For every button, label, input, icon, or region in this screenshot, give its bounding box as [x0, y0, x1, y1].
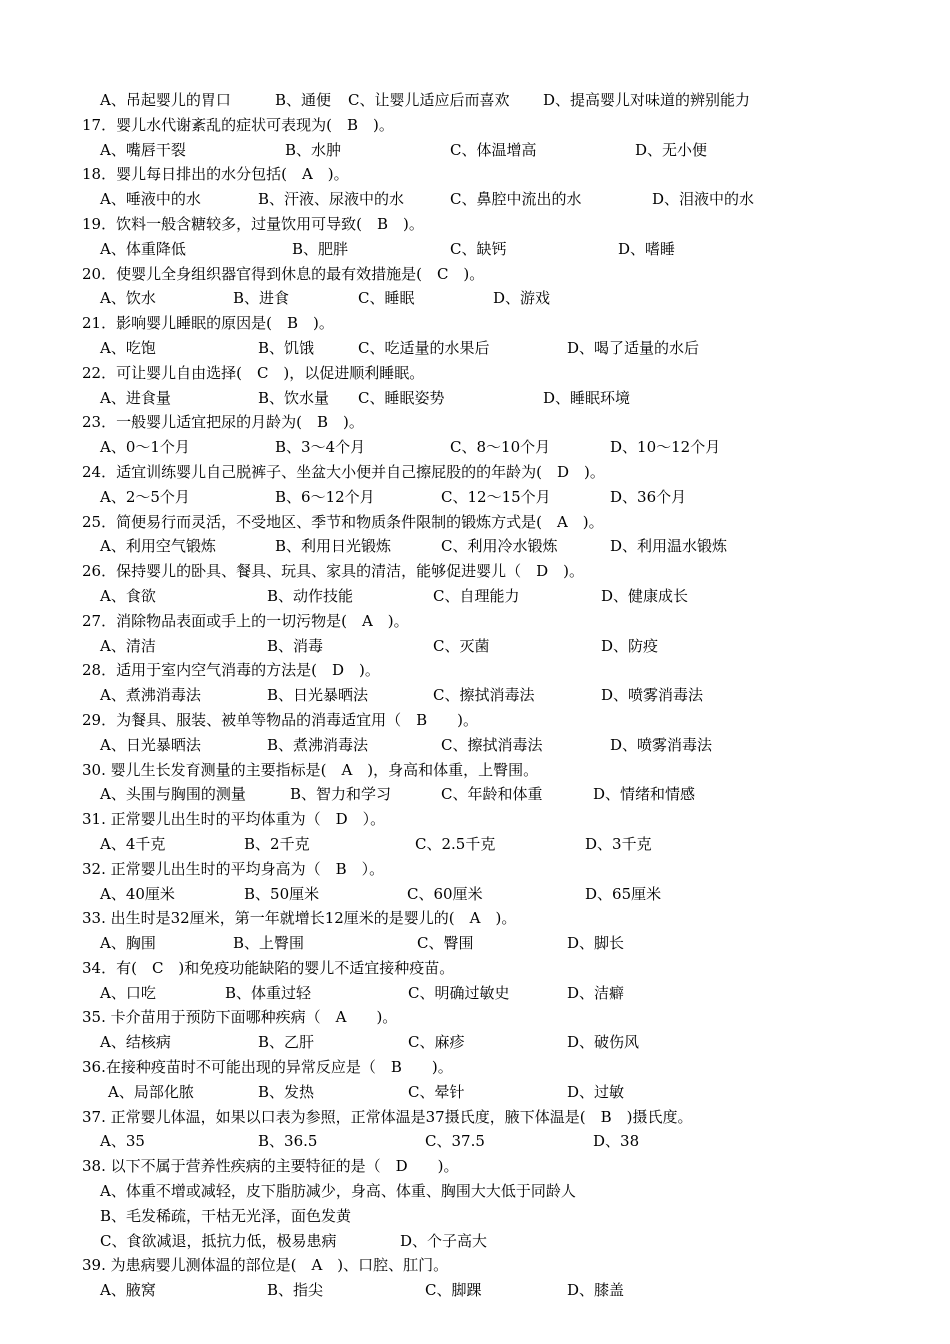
answer-option: C、鼻腔中流出的水: [450, 190, 582, 209]
answer-option: A、4千克: [100, 834, 166, 853]
answer-option: B、乙肝: [258, 1033, 315, 1052]
options-line: [0, 1229, 950, 1254]
answer-option: D、健康成长: [601, 586, 689, 605]
options-line: [0, 1030, 950, 1055]
answer-option: A、利用空气锻炼: [100, 537, 216, 556]
answer-option: B、煮沸消毒法: [267, 735, 369, 754]
answer-option: B、肥胖: [292, 239, 349, 258]
answer-option: A、头围与胸围的测量: [100, 785, 246, 804]
options-line: [0, 485, 950, 510]
answer-option: D、无小便: [635, 140, 708, 159]
question-line: 30. 婴儿生长发育测量的主要指标是( A )，身高和体重，上臀围。: [82, 760, 539, 779]
answer-option: C、睡眠: [358, 289, 415, 308]
answer-option: B、2千克: [244, 834, 310, 853]
options-line: [0, 336, 950, 361]
options-line: [0, 882, 950, 907]
options-line: [0, 683, 950, 708]
question-line: 29．为餐具、服装、被单等物品的消毒适宜用（ B )。: [82, 710, 478, 729]
answer-option: C、晕针: [408, 1082, 465, 1101]
answer-option: A、煮沸消毒法: [100, 686, 201, 705]
answer-option: D、睡眠环境: [543, 388, 631, 407]
answer-option: C、睡眠姿势: [358, 388, 445, 407]
answer-option: A、食欲: [100, 586, 156, 605]
answer-option: B、饥饿: [258, 338, 315, 357]
answer-option: D、个子高大: [400, 1231, 488, 1250]
answer-option: D、膝盖: [567, 1281, 625, 1300]
answer-option: B、通便: [275, 91, 332, 109]
question-line: 23．一般婴儿适宜把尿的月龄为( B )。: [82, 413, 364, 432]
question-line: 31. 正常婴儿出生时的平均体重为（ D ）。: [82, 810, 386, 829]
answer-option: B、智力和学习: [290, 785, 392, 804]
question-line: 28．适用于室内空气消毒的方法是( D )。: [82, 661, 380, 680]
answer-option: B、50厘米: [244, 884, 320, 903]
question-line: 26．保持婴儿的卧具、餐具、玩具、家具的清洁，能够促进婴儿（ D )。: [82, 562, 584, 581]
options-line: [0, 1278, 950, 1303]
options-line: [0, 931, 950, 956]
answer-option: D、利用温水锻炼: [610, 537, 728, 556]
answer-option: C、擦拭消毒法: [441, 735, 543, 754]
answer-option: D、泪液中的水: [652, 190, 755, 209]
answer-option: A、40厘米: [100, 884, 175, 903]
options-line: [0, 832, 950, 857]
answer-option: A、0～1个月: [100, 438, 190, 457]
answer-option: C、臀围: [417, 934, 474, 953]
answer-option: C、明确过敏史: [408, 983, 510, 1002]
options-line: [0, 782, 950, 807]
question-line: 24．适宜训练婴儿自己脱裤子、坐盆大小便并自己擦屁股的的年龄为( D )。: [82, 462, 605, 481]
answer-option: D、游戏: [493, 289, 551, 308]
answer-option: C、吃适量的水果后: [358, 338, 490, 357]
answer-option: A、吊起婴儿的胃口: [100, 91, 231, 109]
answer-option: B、指尖: [267, 1281, 324, 1300]
answer-option: A、嘴唇干裂: [100, 140, 186, 159]
answer-option: C、12～15个月: [441, 487, 551, 506]
answer-option: B、体重过轻: [225, 983, 312, 1002]
question-line: 25．简便易行而灵活，不受地区、季节和物质条件限制的锻炼方式是( A )。: [82, 512, 604, 531]
answer-option: C、缺钙: [450, 239, 507, 258]
answer-option: D、提高婴儿对味道的辨别能力: [543, 91, 751, 109]
options-line: [0, 1179, 950, 1204]
answer-option: A、2～5个月: [100, 487, 190, 506]
answer-option: B、6～12个月: [275, 487, 375, 506]
answer-option: D、防疫: [601, 636, 659, 655]
answer-option: C、让婴儿适应后而喜欢: [348, 91, 510, 109]
answer-option: A、体重不增或减轻，皮下脂肪减少，身高、体重、胸围大大低于同龄人: [100, 1182, 576, 1201]
options-line: [0, 584, 950, 609]
options-line: [0, 534, 950, 559]
options-line: [0, 981, 950, 1006]
answer-option: D、嗜睡: [618, 239, 676, 258]
options-line: [0, 237, 950, 262]
answer-option: C、体温增高: [450, 140, 537, 159]
question-line: 19．饮料一般含糖较多，过量饮用可导致( B )。: [82, 214, 424, 233]
question-line: 35. 卡介苗用于预防下面哪种疾病（ A )。: [82, 1008, 398, 1027]
options-line: [0, 286, 950, 311]
answer-option: A、清洁: [100, 636, 156, 655]
answer-option: C、麻疹: [408, 1033, 465, 1052]
question-line: 21．影响婴儿睡眠的原因是( B )。: [82, 314, 334, 333]
answer-option: D、过敏: [567, 1082, 625, 1101]
options-line: [0, 435, 950, 460]
answer-option: C、脚踝: [425, 1281, 482, 1300]
question-line: 20．使婴儿全身组织器官得到休息的最有效措施是( C )。: [82, 264, 485, 283]
answer-option: A、日光暴晒法: [100, 735, 201, 754]
answer-option: D、洁癖: [567, 983, 625, 1002]
answer-option: B、消毒: [267, 636, 324, 655]
options-line: [0, 1129, 950, 1154]
question-line: 17．婴儿水代谢紊乱的症状可表现为( B )。: [82, 115, 394, 134]
answer-option: A、腋窝: [100, 1281, 156, 1300]
answer-option: B、动作技能: [267, 586, 354, 605]
answer-option: C、擦拭消毒法: [433, 686, 535, 705]
answer-option: B、毛发稀疏，干枯无光泽，面色发黄: [100, 1206, 352, 1225]
answer-option: D、情绪和情感: [593, 785, 696, 804]
options-line: [0, 386, 950, 411]
answer-option: B、进食: [233, 289, 290, 308]
question-line: 33. 出生时是32厘米，第一年就增长12厘米的是婴儿的( A )。: [82, 909, 517, 928]
question-line: 37. 正常婴儿体温，如果以口表为参照，正常体温是37摄氏度，腋下体温是( B )摄氏度。: [82, 1107, 693, 1126]
answer-option: D、喷雾消毒法: [610, 735, 713, 754]
answer-option: D、36个月: [610, 487, 687, 506]
answer-option: A、35: [100, 1132, 145, 1151]
answer-option: B、饮水量: [258, 388, 330, 407]
options-line: [0, 138, 950, 163]
answer-option: D、65厘米: [585, 884, 662, 903]
options-line: [0, 634, 950, 659]
answer-option: A、饮水: [100, 289, 156, 308]
answer-option: D、破伤风: [567, 1033, 640, 1052]
question-line: 36.在接种疫苗时不可能出现的异常反应是（ B )。: [82, 1058, 453, 1077]
answer-option: B、上臀围: [233, 934, 305, 953]
answer-option: B、水肿: [285, 140, 342, 159]
options-line: [0, 1204, 950, 1229]
answer-option: C、2.5千克: [415, 834, 496, 853]
document-page: [0, 88, 950, 1303]
answer-option: C、自理能力: [433, 586, 520, 605]
answer-option: C、食欲减退，抵抗力低，极易患病: [100, 1231, 337, 1250]
answer-option: C、8～10个月: [450, 438, 551, 457]
question-line: 32. 正常婴儿出生时的平均身高为（ B ）。: [82, 859, 385, 878]
answer-option: D、10～12个月: [610, 438, 721, 457]
question-line: 39. 为患病婴儿测体温的部位是( A )、口腔、肛门。: [82, 1256, 449, 1275]
answer-option: C、37.5: [425, 1132, 485, 1151]
answer-option: D、38: [593, 1132, 640, 1151]
answer-option: A、唾液中的水: [100, 190, 201, 209]
options-line: [0, 1080, 950, 1105]
answer-option: D、喝了适量的水后: [567, 338, 700, 357]
answer-option: B、利用日光锻炼: [275, 537, 392, 556]
question-line: 18．婴儿每日排出的水分包括( A )。: [82, 165, 349, 184]
answer-option: B、发热: [258, 1082, 315, 1101]
question-line: 38. 以下不属于营养性疾病的主要特征的是（ D )。: [82, 1157, 459, 1176]
answer-option: C、年龄和体重: [441, 785, 543, 804]
question-line: 27．消除物品表面或手上的一切污物是( A )。: [82, 611, 409, 630]
question-line: 34．有( C )和免疫功能缺陷的婴儿不适宜接种疫苗。: [82, 958, 455, 977]
options-line: [0, 88, 950, 113]
answer-option: B、3～4个月: [275, 438, 366, 457]
answer-option: A、局部化脓: [108, 1082, 194, 1101]
answer-option: A、口吃: [100, 983, 156, 1002]
answer-option: A、进食量: [100, 388, 171, 407]
answer-option: C、利用冷水锻炼: [441, 537, 558, 556]
question-line: 22．可让婴儿自由选择( C )，以促进顺利睡眠。: [82, 363, 425, 382]
answer-option: D、喷雾消毒法: [601, 686, 704, 705]
answer-option: B、日光暴晒法: [267, 686, 369, 705]
answer-option: C、灭菌: [433, 636, 490, 655]
answer-option: A、体重降低: [100, 239, 186, 258]
options-line: [0, 733, 950, 758]
answer-option: C、60厘米: [407, 884, 483, 903]
answer-option: B、汗液、尿液中的水: [258, 190, 405, 209]
answer-option: B、36.5: [258, 1132, 318, 1151]
answer-option: A、胸围: [100, 934, 156, 953]
answer-option: D、脚长: [567, 934, 625, 953]
answer-option: D、3千克: [585, 834, 652, 853]
options-line: [0, 187, 950, 212]
answer-option: A、结核病: [100, 1033, 171, 1052]
answer-option: A、吃饱: [100, 338, 156, 357]
